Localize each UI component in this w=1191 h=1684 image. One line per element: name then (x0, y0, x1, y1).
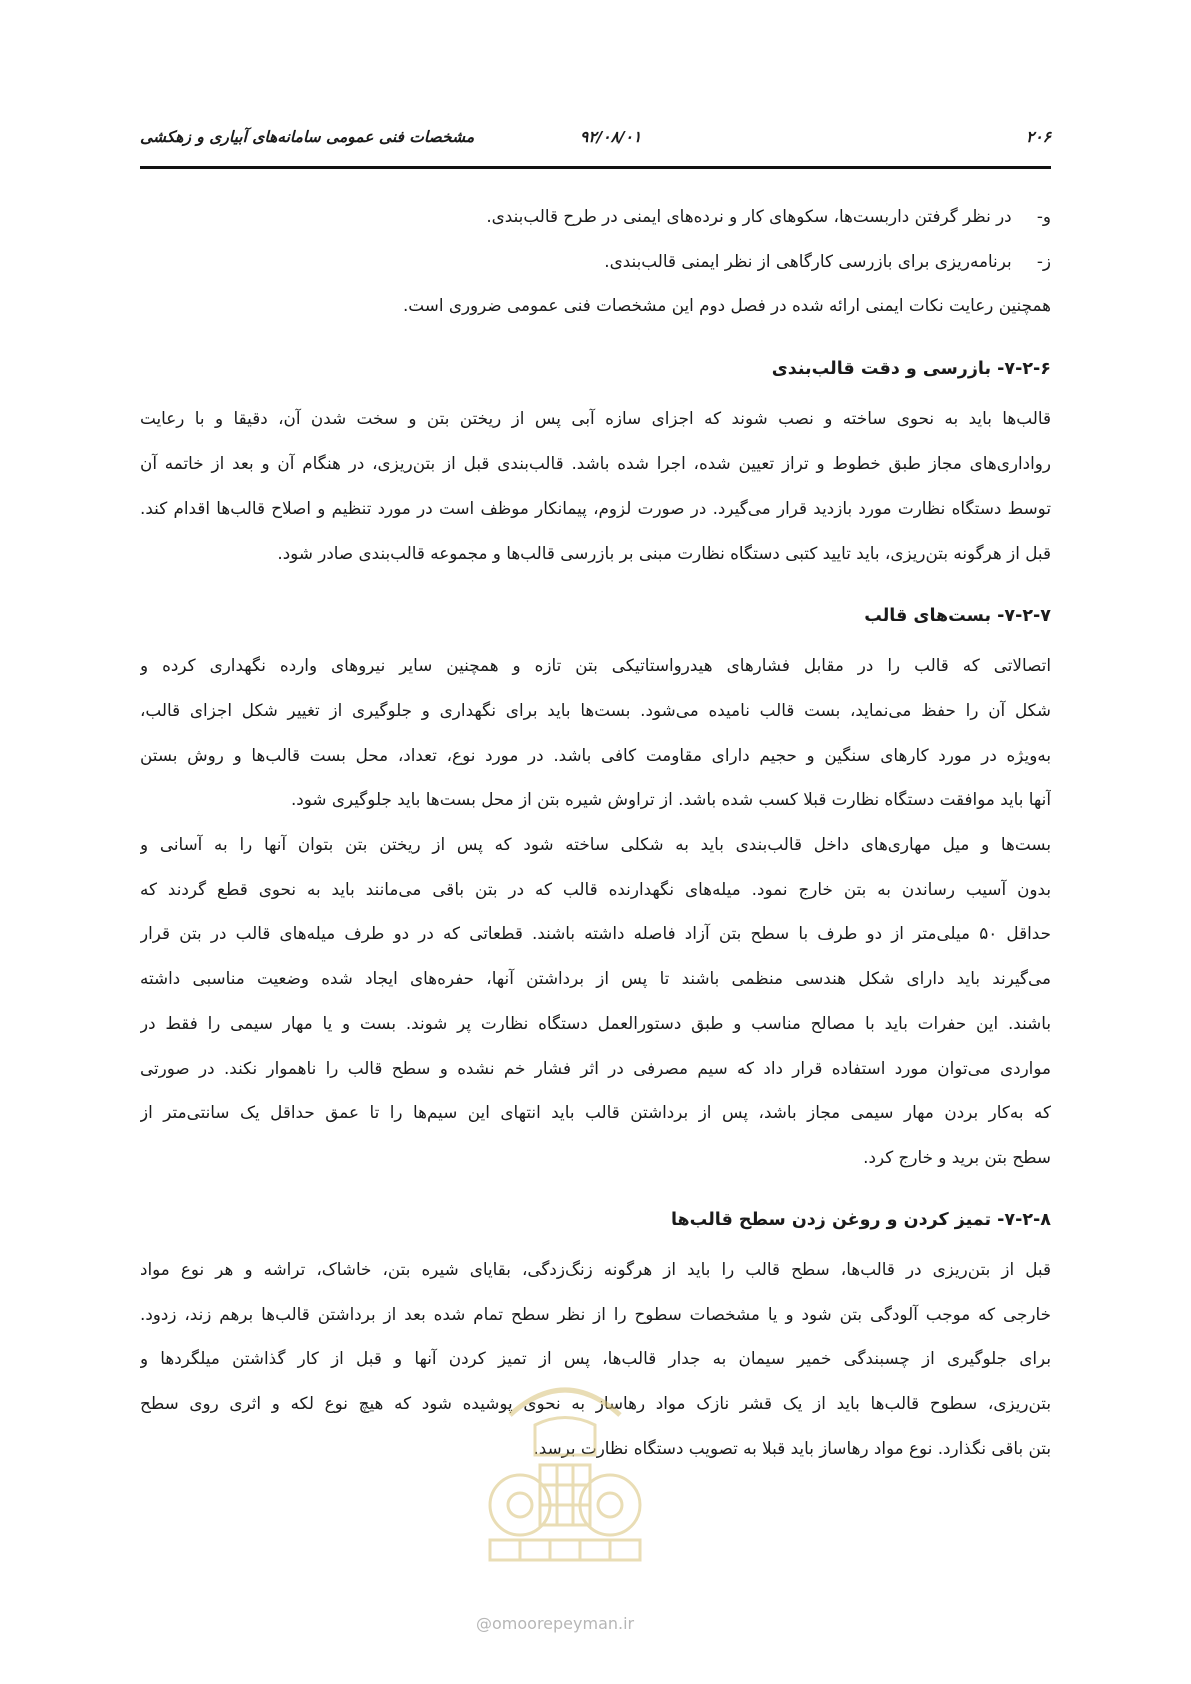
paragraph-line: مواردی می‌توان مورد استفاده قرار داد که سیم مصرفی در اثر فشار خم نشده و سطح قالب را ناهموار نکند. در صورتی (140, 1058, 1051, 1078)
paragraph-line: سطح بتن برید و خارج کرد. (863, 1147, 1051, 1167)
header-rule (140, 166, 1051, 169)
paragraph-line: آنها باید موافقت دستگاه نظارت قبلا کسب شده باشد. از تراوش شیره بتن از محل بست‌ها باید جلوگیری شود. (290, 789, 1051, 809)
paragraph-line: که به‌کار بردن مهار سیمی مجاز باشد، پس از برداشتن قالب باید انتهای این سیم‌ها را تا عمق حداقل یک سانتی‌متر از (140, 1102, 1051, 1122)
paragraph-line: رواداری‌های مجاز طبق خطوط و تراز تعیین شده، اجرا شده باشد. قالب‌بندی قبل از بتن‌ریزی، در هنگام آن و بعد از خاتمه آن (140, 453, 1051, 473)
paragraph-line: بتن باقی نگذارد. نوع مواد رهاساز باید قبلا به تصویب دستگاه نظارت برسد. (533, 1438, 1051, 1458)
list-item-text: برنامه‌ریزی برای بازرسی کارگاهی از نظر ایمنی قالب‌بندی. (604, 251, 1012, 271)
paragraph-line: برای جلوگیری از چسبندگی خمیر سیمان به جدار قالب‌ها، پس از تمیز کردن آنها و قبل از کار گذاشتن میلگردها و (140, 1348, 1051, 1368)
watermark-seal-icon (450, 1355, 680, 1570)
watermark-url: @omoorepeyman.ir (476, 1614, 635, 1633)
list-item-text: در نظر گرفتن داربست‌ها، سکوهای کار و نرده‌های ایمنی در طرح قالب‌بندی. (486, 206, 1012, 226)
paragraph-line: بدون آسیب رساندن به بتن خارج نمود. میله‌های نگهدارنده قالب که در بتن باقی می‌مانند باید به نحوی قطع گردند که (140, 879, 1051, 899)
running-header-date: ۹۲/۰۸/۰۱ (580, 128, 642, 146)
paragraph-line: می‌گیرند باید دارای شکل هندسی منظمی باشند تا پس از برداشتن آنها، حفره‌های ایجاد شده وضعیت مناسبی داشته (140, 968, 1051, 988)
paragraph-line: خارجی که موجب آلودگی بتن شود و یا مشخصات سطوح را از نظر سطح تمام شده بعد از برداشتن قالب‌ها برهم زند، زدود. (140, 1304, 1051, 1324)
paragraph-line: قالب‌ها باید به نحوی ساخته و نصب شوند که اجزای سازه آبی پس از ریختن بتن و سخت شدن آن، دقیقا و با رعایت (140, 408, 1051, 428)
list-item (140, 201, 1051, 231)
paragraph-line: شکل آن را حفظ می‌نماید، بست قالب نامیده می‌شود. بست‌ها باید برای نگهداری و جلوگیری از تغییر شکل اجزای قالب، (140, 700, 1051, 720)
running-header-title: مشخصات فنی عمومی سامانه‌های آبیاری و زهکشی (140, 128, 475, 146)
paragraph-line: باشند. این حفرات باید با مصالح مناسب و طبق دستورالعمل دستگاه نظارت پر شوند. بست و یا مهار سیمی را فقط در (140, 1013, 1051, 1033)
section-heading: ۷-۲-۷- بست‌های قالب (864, 606, 1051, 626)
list-marker: و- (1036, 206, 1051, 226)
paragraph-line: بست‌ها و میل مهاری‌های داخل قالب‌بندی باید به شکلی ساخته شود که پس از ریختن بتن بتوان آنها را به آسانی و (140, 834, 1051, 854)
section-heading: ۷-۲-۶- بازرسی و دقت قالب‌بندی (771, 359, 1051, 379)
paragraph-line: اتصالاتی که قالب را در مقابل فشارهای هیدرواستاتیکی بتن تازه و همچنین سایر نیروهای وارده نگهداری کرده و (140, 655, 1051, 675)
page-number: ۲۰۶ (1026, 128, 1051, 146)
section-heading: ۷-۲-۸- تمیز کردن و روغن زدن سطح قالب‌ها (670, 1210, 1051, 1230)
list-marker: ز- (1036, 251, 1051, 271)
paragraph-line: توسط دستگاه نظارت مورد بازدید قرار می‌گیرد. در صورت لزوم، پیمانکار موظف است در مورد تنظیم و اصلاح قالب‌ها اقدام کند. (140, 498, 1051, 518)
paragraph-line: قبل از بتن‌ریزی در قالب‌ها، سطح قالب را باید از هرگونه زنگ‌زدگی، بقایای شیره بتن، خاشاک، تراشه و هر نوع مواد (140, 1259, 1051, 1279)
intro-note: همچنین رعایت نکات ایمنی ارائه شده در فصل دوم این مشخصات فنی عمومی ضروری است. (402, 295, 1051, 315)
paragraph-line: بتن‌ریزی، سطوح قالب‌ها باید از یک قشر نازک مواد رهاساز به نحوی پوشیده شود که هیچ نوع لکه و اثری روی سطح (140, 1393, 1051, 1413)
paragraph-line: قبل از هرگونه بتن‌ریزی، باید تایید کتبی دستگاه نظارت مبنی بر بازرسی قالب‌ها و مجموعه قالب‌بندی صادر شود. (277, 543, 1051, 563)
list-item (140, 246, 1051, 276)
paragraph-line: به‌ویژه در مورد کارهای سنگین و حجیم دارای مقاومت کافی باشد. در مورد نوع، تعداد، محل بست قالب‌ها و روش بستن (140, 745, 1051, 765)
paragraph-line: حداقل ۵۰ میلی‌متر از دو طرف با سطح بتن آزاد فاصله داشته باشند. قطعاتی که در دو طرف میله‌های قالب در بتن قرار (140, 923, 1051, 943)
